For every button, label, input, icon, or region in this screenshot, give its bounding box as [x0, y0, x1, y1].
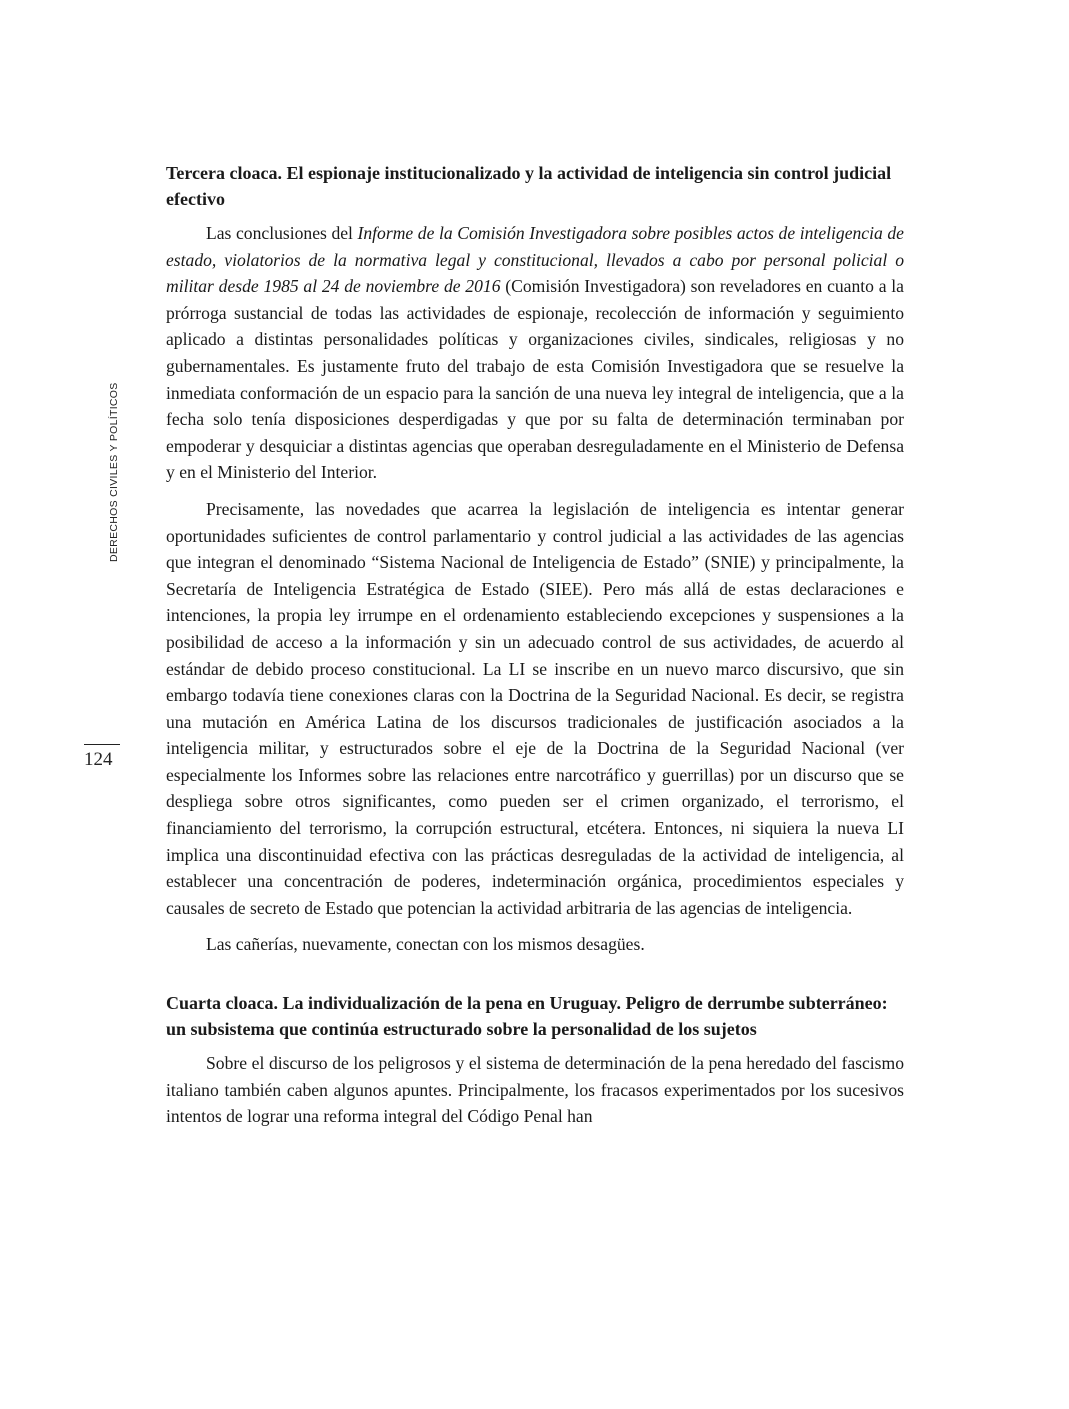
page-body: [166, 160, 904, 1140]
paragraph: Sobre el discurso de los peligrosos y el sistema de determinación de la pena heredado del fascismo italiano también caben algunos apuntes. Principalmente, los fracasos experimentados por los sucesivos intentos de lograr una reforma integral del Código Penal han: [166, 1053, 904, 1127]
page-number: 124: [84, 744, 120, 771]
paragraph: Precisamente, las novedades que acarrea la legislación de inteligencia es intentar generar oportunidades suficientes de control parlamentario y control judicial a las actividades de las agencias que integran el denominado “Sistema Nacional de Inteligencia de Estado” (SNIE) y principalmente, la Secretaría de Inteligencia Estratégica de Estado (SIEE). Pero más allá de estas declaraciones e intenciones, la propia ley irrumpe en el ordenamiento estableciendo excepciones y suspensiones a la posibilidad de acceso a la información y sin un adecuado control de sus actividades, de acuerdo al estándar de debido proceso constitucional. La LI se inscribe en un nuevo marco discursivo, que sin embargo todavía tiene conexiones claras con la Doctrina de la Seguridad Nacional. Es decir, se registra una mutación en América Latina de los discursos tradicionales de justificación asociados a la inteligencia militar, y estructurados sobre el eje de la Doctrina de la Seguridad Nacional (ver especialmente los Informes sobre las relaciones entre narcotráfico y guerrillas) por un discurso que se despliega sobre otros significantes, como pueden ser el crimen organizado, el terrorismo, el financiamiento del terrorismo, la corrupción estructural, etcétera. Entonces, ni siquiera la nueva LI implica una discontinuidad efectiva con las prácticas desreguladas de la actividad de inteligencia, al establecer una concentración de poderes, indeterminación orgánica, procedimientos especiales y causales de secreto de Estado que potencian la actividad arbitraria de las agencias de inteligencia.: [166, 498, 904, 918]
paragraph-lead: Las conclusiones del: [206, 223, 358, 243]
report-title: Informe de la Comisión Investigadora sobre posibles actos de inteligencia de estado, violatorios de la normativa legal y constitucional, llevados a cabo por personal policial o militar desde 1985 al 24 de noviembre de 2016: [166, 223, 904, 297]
section-heading-cuarta-cloaca: Cuarta cloaca. La individualización de la pena en Uruguay. Peligro de derrumbe subterráneo: un subsistema que continúa estructurado sobre la personalidad de los sujetos: [166, 993, 888, 1040]
paragraph-rest: (Comisión Investigadora) son reveladores en cuanto a la prórroga sustancial de todas las actividades de espionaje, recolección de información y seguimiento aplicado a distintas personalidades políticas y organizaciones civiles, sindicales, religiosas y no gubernamentales. Es justamente fruto del trabajo de esta Comisión Investigadora que se resuelve la inmediata conformación de un espacio para la sanción de una nueva ley integral de inteligencia, que a la fecha solo tenía disposiciones desperdigadas y que por su falta de determinación terminaban por empoderar y desquiciar a distintas agencias que operaban desreguladamente en el Ministerio de Defensa y en el Ministerio del Interior.: [166, 276, 904, 483]
running-head: DERECHOS CIVILES Y POLÍTICOS: [108, 382, 120, 562]
section-heading-tercera-cloaca: Tercera cloaca. El espionaje institucionalizado y la actividad de inteligencia sin control judicial efectivo: [166, 163, 892, 209]
paragraph: Las cañerías, nuevamente, conectan con los mismos desagües.: [206, 934, 645, 955]
paragraph: [166, 220, 904, 486]
